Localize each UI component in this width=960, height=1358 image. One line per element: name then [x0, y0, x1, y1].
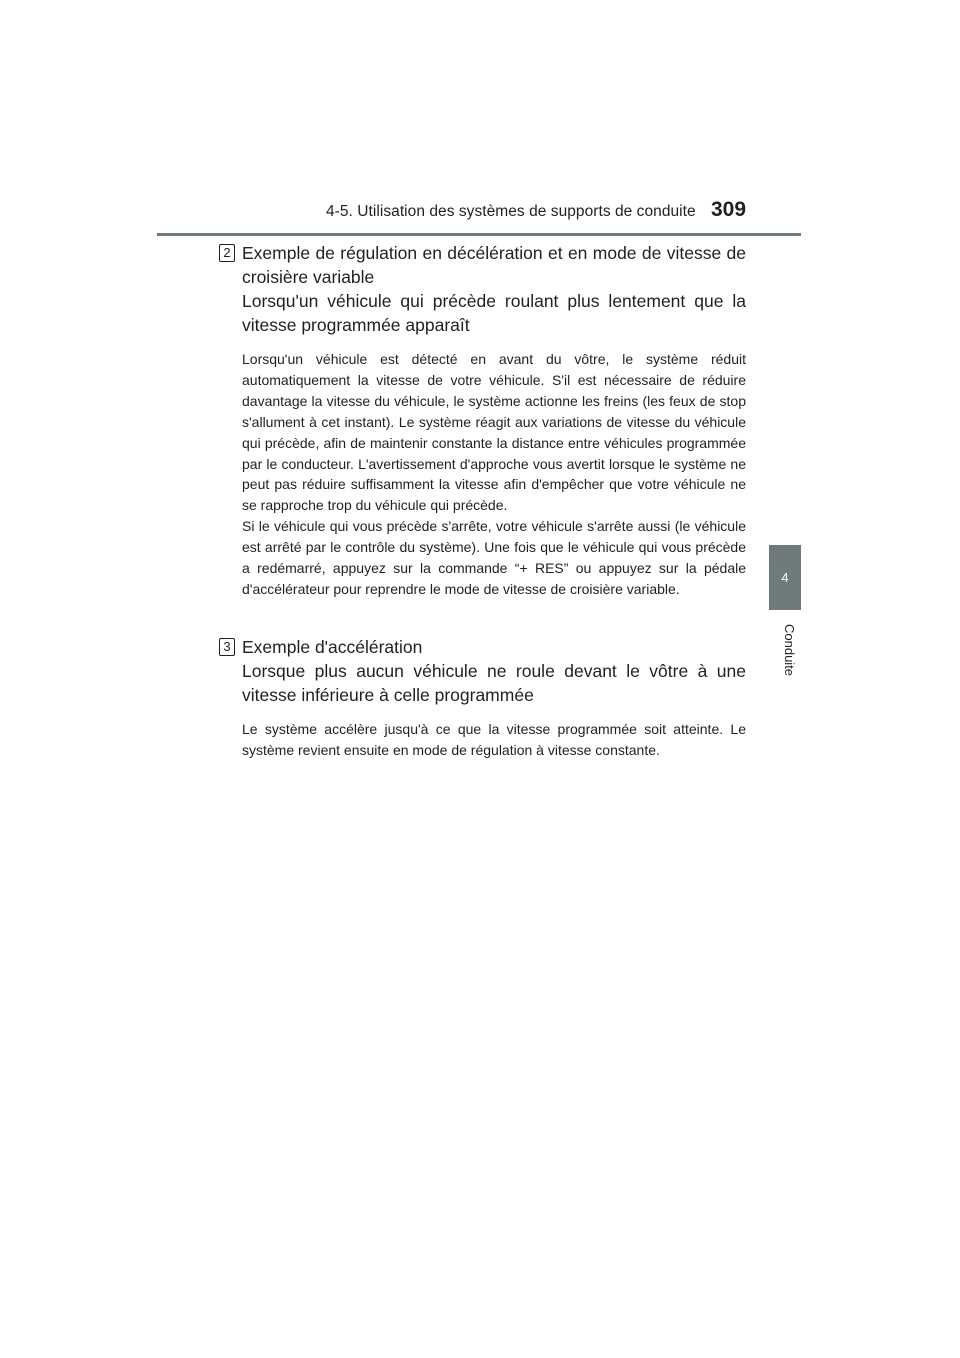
- step-heading: [242, 635, 746, 707]
- header-divider: [157, 233, 801, 236]
- step-heading-line: Exemple de régulation en décélération et en mode de vitesse de croisière variable: [242, 243, 746, 287]
- step-heading-line: Exemple d'accélération: [242, 637, 423, 657]
- step-heading: [242, 241, 746, 337]
- step-item-3: [223, 635, 746, 761]
- running-header-section: 4-5. Utilisation des systèmes de supports de conduite: [326, 203, 696, 220]
- step-item-2: [223, 241, 746, 600]
- chapter-label: Conduite: [782, 623, 797, 677]
- chapter-tab: 4: [769, 545, 801, 610]
- step-number-icon: 3: [219, 638, 235, 656]
- step-heading-line: Lorsque plus aucun véhicule ne roule devant le vôtre à une vitesse inférieure à celle programmée: [242, 661, 746, 705]
- step-paragraph: Si le véhicule qui vous précède s'arrête, votre véhicule s'arrête aussi (le véhicule est arrêté par le contrôle du système). Une fois que le véhicule qui vous précède a redémarré, appuyez sur la commande “+ RES” ou appuyez sur la pédale d'accélérateur pour reprendre le mode de vitesse de croisière variable.: [242, 518, 746, 597]
- step-heading-line: Lorsqu'un véhicule qui précède roulant plus lentement que la vitesse programmée apparaît: [242, 291, 746, 335]
- page-number: 309: [711, 198, 747, 221]
- step-paragraph: Lorsqu'un véhicule est détecté en avant du vôtre, le système réduit automatiquement la vitesse de votre véhicule. S'il est nécessaire de réduire davantage la vitesse du véhicule, le système actionne les freins (les feux de stop s'allument à cet instant). Le système réagit aux variations de vitesse du véhicule qui précède, afin de maintenir constante la distance entre véhicules programmée par le conducteur. L'avertissement d'approche vous avertit lorsque le système ne peut pas réduire suffisamment la vitesse afin d'empêcher que votre véhicule ne se rapproche trop du véhicule qui précède.: [242, 351, 746, 514]
- step-number-icon: 2: [219, 244, 235, 262]
- step-paragraph: Le système accélère jusqu'à ce que la vitesse programmée soit atteinte. Le système revient ensuite en mode de régulation à vitesse constante.: [242, 721, 746, 758]
